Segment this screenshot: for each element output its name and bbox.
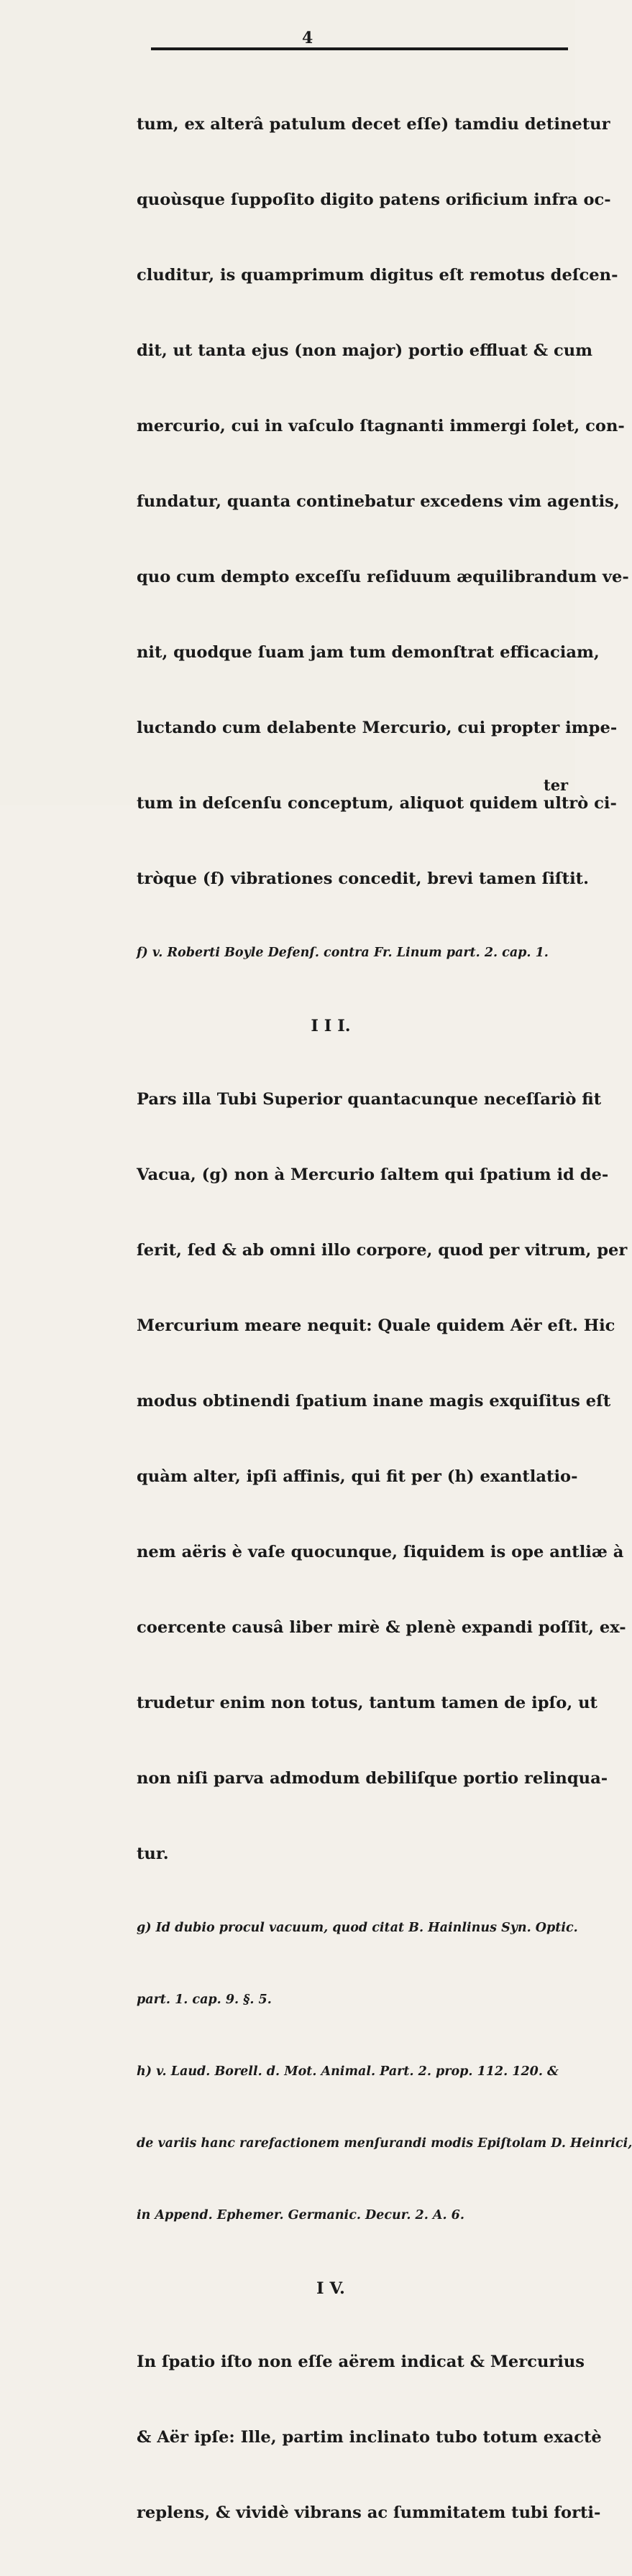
text-line: In ſpatio iſto non eſſe aërem indicat & Mercurius: [137, 2353, 585, 2371]
text-line: tur.: [137, 1845, 169, 1863]
footnote-h-cont: de variis hanc rarefactionem menſurandi modis Epiſtolam D. Heinrici,: [137, 2136, 632, 2151]
text-line: dit, ut tanta ejus (non major) portio effluat & cum: [137, 341, 593, 360]
text-line: Vacua, (g) non à Mercurio ſaltem qui ſpatium id de-: [137, 1165, 609, 1184]
text-line: coercente causâ liber mirè & plenè expandi poſſit, ex-: [137, 1618, 626, 1637]
text-line: Pars illa Tubi Superior quantacunque neceſſariò fit: [137, 1090, 602, 1109]
text-line: quàm alter, ipſi affinis, qui fit per (h) exantlatio-: [137, 1467, 578, 1486]
text-line: luctando cum delabente Mercurio, cui propter impe-: [137, 719, 618, 737]
footnote-h: h) v. Laud. Borell. d. Mot. Animal. Part. 2. prop. 112. 120. &: [137, 2064, 559, 2079]
footnote-f: f) v. Roberti Boyle Defenſ. contra Fr. Linum part. 2. cap. 1.: [137, 946, 549, 960]
signature-mark: 4: [302, 29, 313, 47]
text-line: trudetur enim non totus, tantum tamen de ipſo, ut: [137, 1694, 597, 1712]
text-line: tum, ex alterâ patulum decet eſſe) tamdiu detinetur: [137, 115, 610, 134]
text-body: [137, 62, 632, 2576]
footnote-g-cont: part. 1. cap. 9. §. 5.: [137, 1993, 272, 2007]
catchword: ter: [544, 776, 569, 794]
text-line: replens, & vividè vibrans ac ſummitatem tubi forti-: [137, 2503, 601, 2522]
text-line: fundatur, quanta continebatur excedens vim agentis,: [137, 492, 620, 511]
text-line: nit, quodque ſuam jam tum demonſtrat efficaciam,: [137, 643, 600, 662]
text-line: tum in deſcenſu conceptum, aliquot quidem ultrò ci-: [137, 794, 617, 813]
text-line: tròque (f) vibrationes concedit, brevi tamen ſiſtit.: [137, 869, 589, 888]
text-line: cluditur, is quamprimum digitus eſt remotus deſcen-: [137, 266, 618, 285]
header-rule: [151, 47, 568, 50]
footnote-h-cont: in Append. Ephemer. Germanic. Decur. 2. A. 6.: [137, 2208, 464, 2222]
text-line: mercurio, cui in vaſculo ſtagnanti immergi ſolet, con-: [137, 417, 625, 435]
text-line: ſerit, ſed & ab omni illo corpore, quod per vitrum, per: [137, 1241, 628, 1260]
text-line: quoùsque ſuppoſito digito patens orificium infra oc-: [137, 190, 611, 209]
section-number-iv: I V.: [316, 2279, 345, 2298]
text-line: quo cum dempto exceſſu reſiduum æquilibrandum ve-: [137, 568, 629, 586]
text-line: & Aër ipſe: Ille, partim inclinato tubo totum exactè: [137, 2428, 602, 2447]
footnote-g: g) Id dubio procul vacuum, quod citat B. Hainlinus Syn. Optic.: [137, 1921, 578, 1935]
text-line: non niſi parva admodum debiliſque portio relinqua-: [137, 1769, 608, 1788]
text-line: Mercurium meare nequit: Quale quidem Aër eſt. Hic: [137, 1316, 615, 1335]
section-number-iii: I I I.: [311, 1017, 351, 1035]
text-line: nem aëris è vaſe quocunque, ſiquidem is ope antliæ à: [137, 1543, 624, 1561]
text-line: modus obtinendi ſpatium inane magis exquiſitus eſt: [137, 1392, 611, 1411]
